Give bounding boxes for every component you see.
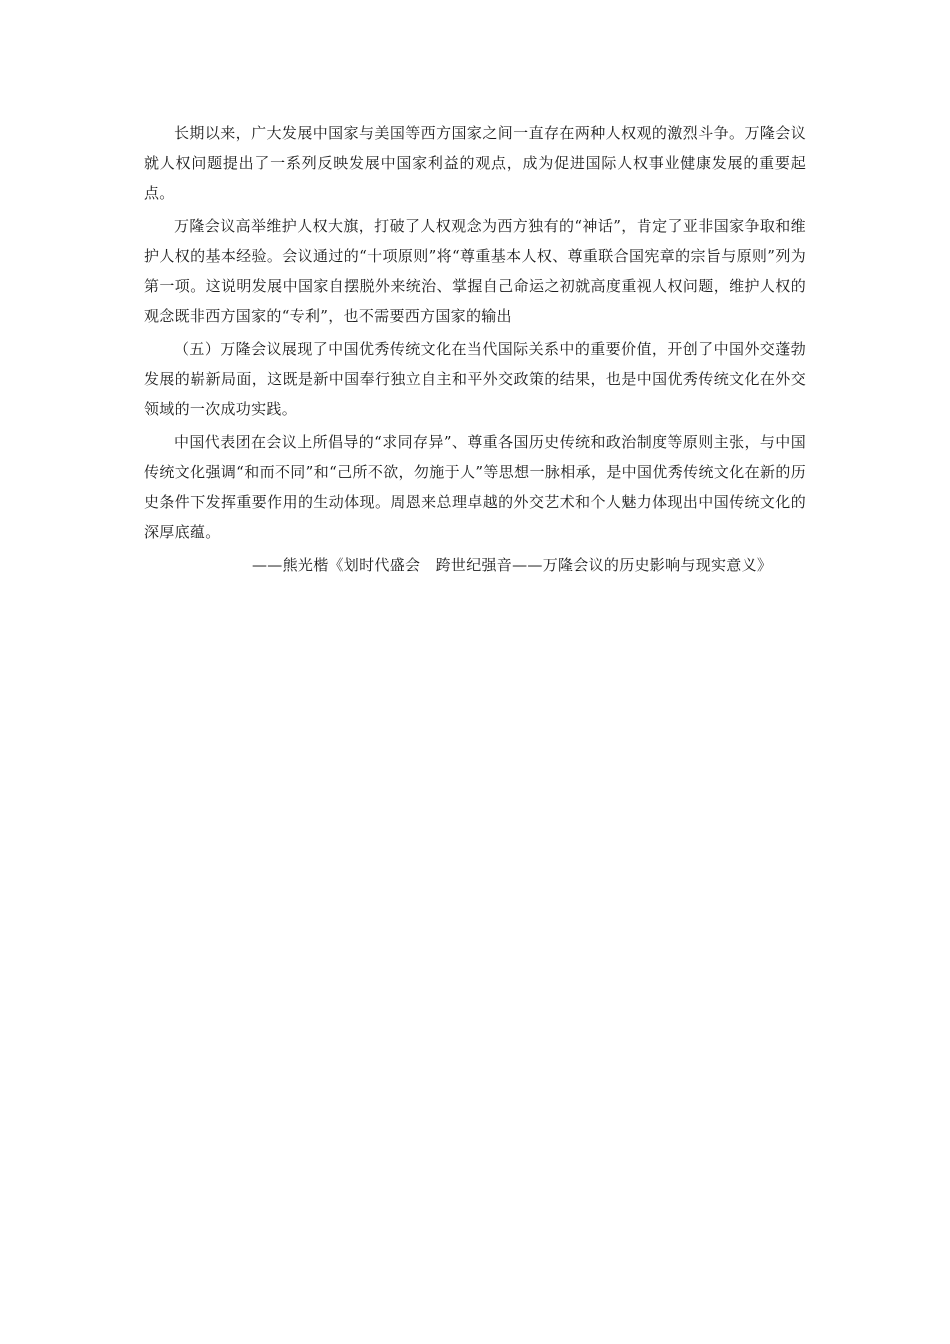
paragraph-traditional-culture: 中国代表团在会议上所倡导的“求同存异”、尊重各国历史传统和政治制度等原则主张，与中国传统文化强调“和而不同”和“己所不欲，勿施于人”等思想一脉相承，是中国优秀传统文化在新的历史条件下发挥重要作用的生动体现。周恩来总理卓越的外交艺术和个人魅力体现出中国传统文化的深厚底蕴。 [144,433,806,541]
paragraph-section-five: （五）万隆会议展现了中国优秀传统文化在当代国际关系中的重要价值，开创了中国外交蓬勃发展的崭新局面，这既是新中国奉行独立自主和平外交政策的结果，也是中国优秀传统文化在外交领域的一次成功实践。 [144,340,806,418]
paragraph-human-rights-banner: 万隆会议高举维护人权大旗，打破了人权观念为西方独有的“神话”，肯定了亚非国家争取和维护人权的基本经验。会议通过的“十项原则”将“尊重基本人权、尊重联合国宪章的宗旨与原则”列为第一项。这说明发展中国家自摆脱外来统治、掌握自己命运之初就高度重视人权问题，维护人权的观念既非西方国家的“专利”，也不需要西方国家的输出 [144,217,806,325]
document-body [144,118,806,580]
source-attribution: ——熊光楷《划时代盛会 跨世纪强音——万隆会议的历史影响与现实意义》 [252,556,773,574]
paragraph-human-rights-intro: 长期以来，广大发展中国家与美国等西方国家之间一直存在两种人权观的激烈斗争。万隆会议就人权问题提出了一系列反映发展中国家利益的观点，成为促进国际人权事业健康发展的重要起点。 [144,124,806,202]
